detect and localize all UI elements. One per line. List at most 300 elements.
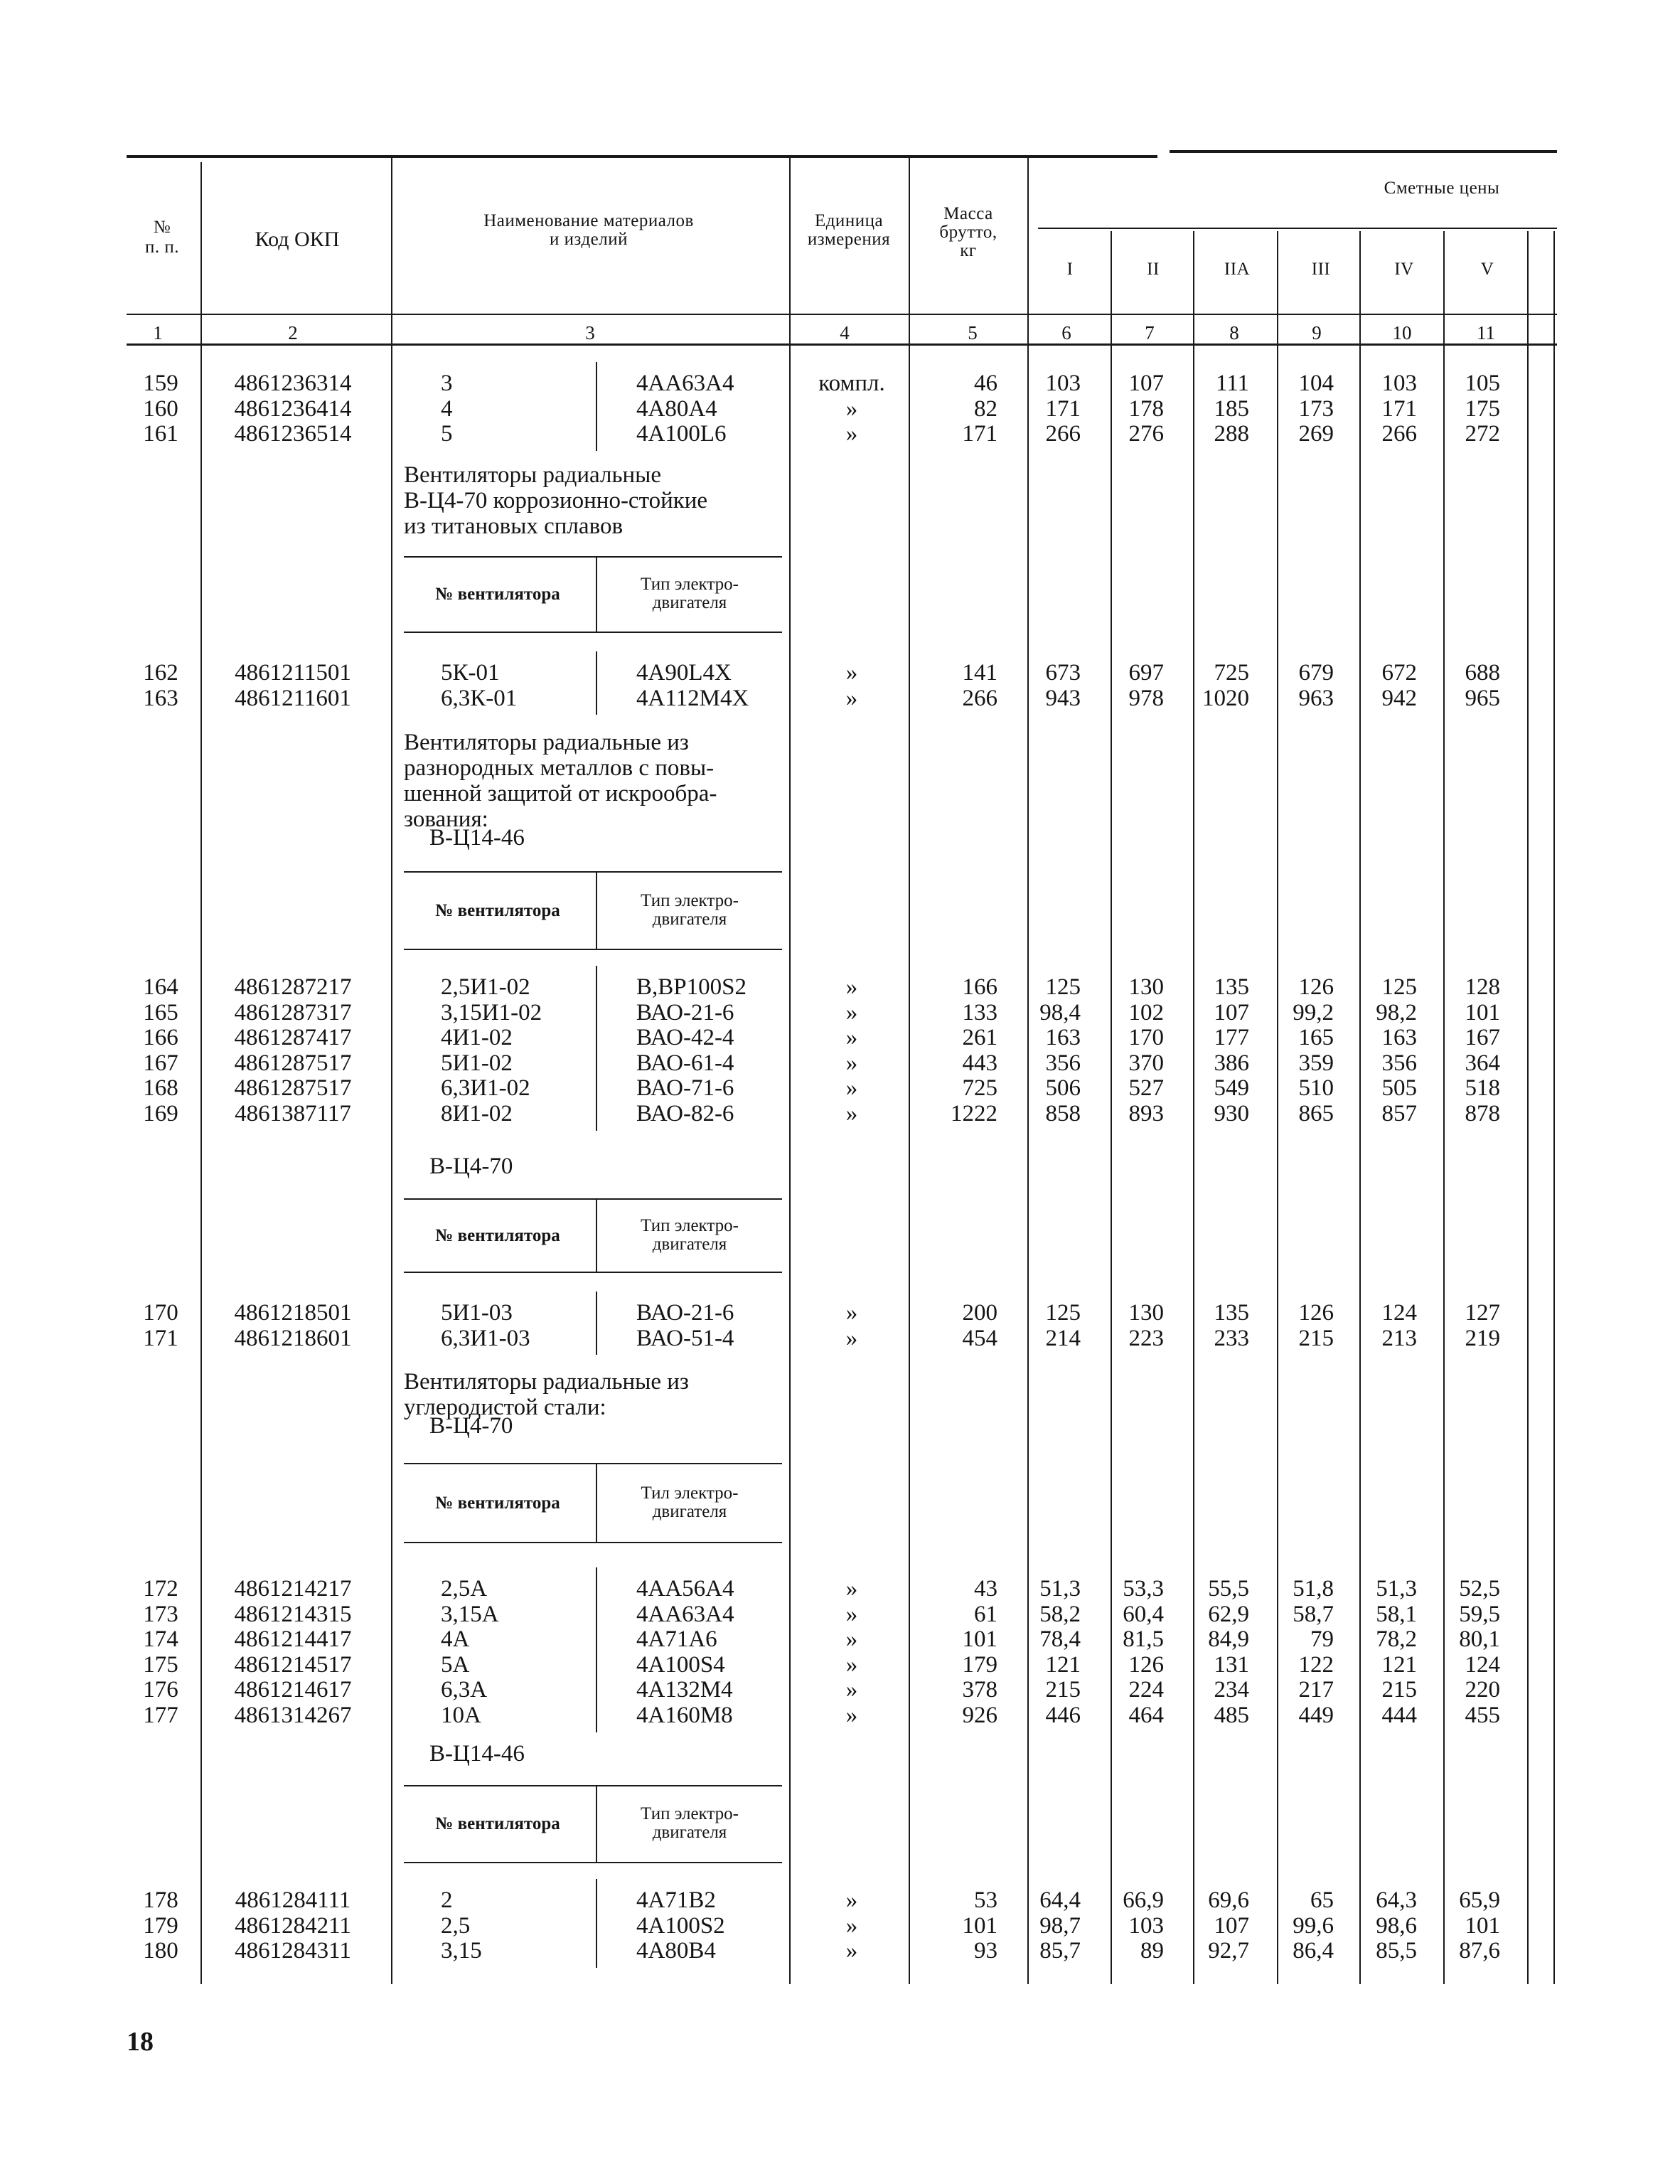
unit-of-measure: » bbox=[845, 1601, 858, 1627]
unit-of-measure: » bbox=[845, 1325, 858, 1351]
column-divider bbox=[200, 162, 202, 1984]
header-price-zone-1: I bbox=[1066, 260, 1074, 279]
subtable-divider bbox=[596, 1785, 597, 1862]
price-zone-4: 126 bbox=[1298, 1300, 1334, 1326]
okp-code: 4861214315 bbox=[234, 1601, 352, 1627]
column-number-5: 5 bbox=[968, 322, 978, 343]
price-zone-6: 105 bbox=[1465, 371, 1500, 396]
price-zone-5: 942 bbox=[1381, 685, 1417, 711]
column-number-10: 10 bbox=[1392, 322, 1412, 343]
price-zone-2: 893 bbox=[1128, 1101, 1164, 1126]
price-zone-4: 65 bbox=[1310, 1887, 1334, 1913]
gross-mass: 101 bbox=[962, 1626, 997, 1653]
price-zone-3: 55,5 bbox=[1208, 1576, 1249, 1602]
subtable-divider bbox=[596, 871, 597, 949]
price-zone-2: 107 bbox=[1128, 371, 1164, 396]
row-number: 173 bbox=[143, 1601, 178, 1627]
okp-code: 4861284311 bbox=[235, 1938, 351, 1964]
price-zone-5: 444 bbox=[1381, 1703, 1417, 1728]
unit-of-measure: » bbox=[845, 660, 858, 686]
fan-number: 5И1-03 bbox=[441, 1300, 513, 1326]
price-zone-2: 370 bbox=[1128, 1050, 1164, 1076]
okp-code: 4861287517 bbox=[234, 1075, 352, 1102]
price-zone-5: 98,6 bbox=[1376, 1912, 1417, 1939]
header-okp-code: Код ОКП bbox=[255, 228, 340, 251]
price-zone-3: 234 bbox=[1214, 1677, 1249, 1703]
fan-number: 6,3А bbox=[441, 1677, 488, 1703]
motor-type: 4А71В2 bbox=[636, 1887, 716, 1913]
price-zone-6: 364 bbox=[1465, 1050, 1500, 1076]
price-zone-2: 170 bbox=[1128, 1025, 1164, 1051]
fan-number: 3,15 bbox=[441, 1938, 482, 1964]
fan-number: 3,15И1-02 bbox=[441, 999, 542, 1026]
column-number-11: 11 bbox=[1477, 322, 1495, 343]
price-zone-2: 697 bbox=[1128, 660, 1164, 686]
price-zone-5: 121 bbox=[1381, 1651, 1417, 1678]
motor-type: 4А100L6 bbox=[636, 421, 727, 447]
price-zone-3: 233 bbox=[1214, 1325, 1249, 1351]
price-zone-2: 81,5 bbox=[1123, 1626, 1164, 1653]
fan-number: 5К-01 bbox=[441, 660, 500, 686]
column-divider bbox=[1193, 231, 1194, 1984]
price-zone-6: 128 bbox=[1465, 974, 1500, 1000]
unit-of-measure: » bbox=[845, 1075, 858, 1102]
price-zone-5: 163 bbox=[1381, 1025, 1417, 1051]
gross-mass: 378 bbox=[962, 1677, 997, 1703]
fan-number: 6,3И1-03 bbox=[441, 1325, 530, 1351]
column-divider bbox=[391, 158, 392, 1984]
price-zone-3: 92,7 bbox=[1208, 1938, 1249, 1964]
column-number-7: 7 bbox=[1145, 322, 1155, 343]
subtable-top-rule bbox=[404, 1463, 782, 1464]
motor-type: 4АА56А4 bbox=[636, 1576, 734, 1602]
motor-type: ВАО-71-6 bbox=[636, 1075, 734, 1102]
price-zone-4: 679 bbox=[1298, 660, 1334, 686]
prices-subheader-rule bbox=[1038, 228, 1557, 229]
price-zone-4: 510 bbox=[1298, 1075, 1334, 1102]
motor-type: 4А80В4 bbox=[636, 1938, 716, 1964]
gross-mass: 61 bbox=[974, 1601, 997, 1627]
price-zone-1: 78,4 bbox=[1039, 1626, 1081, 1653]
gross-mass: 200 bbox=[962, 1300, 997, 1326]
column-divider bbox=[1527, 231, 1529, 1984]
fan-model-label: В-Ц4-70 bbox=[429, 1413, 513, 1439]
unit-of-measure: » bbox=[845, 685, 858, 711]
price-zone-4: 126 bbox=[1298, 974, 1334, 1000]
fan-number: 2,5И1-02 bbox=[441, 974, 530, 1000]
fan-number: 2,5 bbox=[441, 1912, 471, 1939]
subtable-bottom-rule bbox=[404, 1862, 782, 1863]
subheader-fan-number: № вентилятора bbox=[435, 585, 560, 604]
price-zone-3: 288 bbox=[1214, 421, 1249, 447]
unit-of-measure: » bbox=[845, 1651, 858, 1678]
price-zone-2: 464 bbox=[1128, 1703, 1164, 1728]
price-zone-2: 103 bbox=[1128, 1912, 1164, 1939]
price-zone-5: 857 bbox=[1381, 1101, 1417, 1126]
price-zone-1: 103 bbox=[1045, 371, 1081, 396]
price-zone-2: 178 bbox=[1128, 395, 1164, 422]
gross-mass: 454 bbox=[962, 1325, 997, 1351]
price-zone-4: 58,7 bbox=[1293, 1601, 1334, 1627]
fan-number: 5А bbox=[441, 1651, 470, 1678]
row-number: 177 bbox=[143, 1703, 178, 1728]
gross-mass: 141 bbox=[962, 660, 997, 686]
okp-code: 4861287317 bbox=[234, 999, 352, 1026]
price-zone-4: 86,4 bbox=[1293, 1938, 1334, 1964]
fan-number: 4 bbox=[441, 395, 453, 422]
subtable-divider bbox=[596, 1463, 597, 1542]
header-material-name: Наименование материалов и изделий bbox=[483, 211, 694, 249]
column-number-rule bbox=[127, 343, 1557, 346]
motor-type: ВАО-51-4 bbox=[636, 1325, 734, 1351]
motor-type: 4АА63А4 bbox=[636, 371, 734, 396]
column-divider bbox=[1359, 231, 1361, 1984]
row-number: 180 bbox=[143, 1938, 178, 1964]
subtable-bottom-rule bbox=[404, 1542, 782, 1543]
price-zone-2: 276 bbox=[1128, 421, 1164, 447]
column-number-9: 9 bbox=[1312, 322, 1322, 343]
fan-motor-divider bbox=[596, 1291, 597, 1355]
price-zone-6: 52,5 bbox=[1459, 1576, 1500, 1602]
price-zone-1: 121 bbox=[1045, 1651, 1081, 1678]
unit-of-measure: » bbox=[845, 999, 858, 1026]
unit-of-measure: » bbox=[845, 974, 858, 1000]
price-zone-5: 98,2 bbox=[1376, 999, 1417, 1026]
okp-code: 4861218501 bbox=[234, 1300, 352, 1326]
price-zone-6: 219 bbox=[1465, 1325, 1500, 1351]
fan-motor-divider bbox=[596, 651, 597, 715]
okp-code: 4861236514 bbox=[234, 421, 352, 447]
price-zone-1: 446 bbox=[1045, 1703, 1081, 1728]
price-zone-5: 58,1 bbox=[1376, 1601, 1417, 1627]
price-zone-6: 455 bbox=[1465, 1703, 1500, 1728]
unit-of-measure: » bbox=[845, 1576, 858, 1602]
fan-number: 2 bbox=[441, 1887, 453, 1913]
fan-model-label: В-Ц4-70 bbox=[429, 1154, 513, 1179]
price-zone-2: 978 bbox=[1128, 685, 1164, 711]
price-zone-5: 124 bbox=[1381, 1300, 1417, 1326]
column-divider bbox=[909, 158, 910, 1984]
gross-mass: 926 bbox=[962, 1703, 997, 1728]
price-zone-2: 527 bbox=[1128, 1075, 1164, 1102]
okp-code: 4861287217 bbox=[234, 974, 352, 1000]
okp-code: 4861236314 bbox=[234, 371, 352, 396]
price-zone-5: 213 bbox=[1381, 1325, 1417, 1351]
price-zone-1: 58,2 bbox=[1039, 1601, 1081, 1627]
fan-motor-divider bbox=[596, 362, 597, 451]
price-zone-2: 224 bbox=[1128, 1677, 1164, 1703]
price-zone-1: 673 bbox=[1045, 660, 1081, 686]
fan-number: 3 bbox=[441, 371, 453, 396]
price-zone-5: 78,2 bbox=[1376, 1626, 1417, 1653]
fan-number: 4А bbox=[441, 1626, 470, 1653]
row-number: 174 bbox=[143, 1626, 178, 1653]
price-zone-3: 725 bbox=[1214, 660, 1249, 686]
unit-of-measure: » bbox=[845, 1887, 858, 1913]
row-number: 160 bbox=[143, 395, 178, 422]
price-zone-2: 60,4 bbox=[1123, 1601, 1164, 1627]
price-zone-1: 98,4 bbox=[1039, 999, 1081, 1026]
subheader-fan-number: № вентилятора bbox=[435, 1814, 560, 1833]
row-number: 159 bbox=[143, 371, 178, 396]
subtable-top-rule bbox=[404, 556, 782, 558]
price-zone-1: 266 bbox=[1045, 421, 1081, 447]
motor-type: ВАО-21-6 bbox=[636, 1300, 734, 1326]
unit-of-measure: » bbox=[845, 421, 858, 447]
motor-type: 4А112М4Х bbox=[636, 685, 749, 711]
price-zone-4: 79 bbox=[1310, 1626, 1334, 1653]
price-zone-6: 965 bbox=[1465, 685, 1500, 711]
price-zone-3: 107 bbox=[1214, 1912, 1249, 1939]
price-zone-6: 80,1 bbox=[1459, 1626, 1500, 1653]
okp-code: 4861287517 bbox=[234, 1050, 352, 1076]
fan-number: 8И1-02 bbox=[441, 1101, 513, 1126]
price-zone-6: 688 bbox=[1465, 660, 1500, 686]
motor-type: 4АА63А4 bbox=[636, 1601, 734, 1627]
price-zone-2: 223 bbox=[1128, 1325, 1164, 1351]
unit-of-measure: » bbox=[845, 395, 858, 422]
subtable-bottom-rule bbox=[404, 632, 782, 633]
fan-number: 3,15А bbox=[441, 1601, 499, 1627]
subheader-motor-type: Тип электро- двигателя bbox=[641, 1804, 739, 1842]
row-number: 161 bbox=[143, 421, 178, 447]
subheader-fan-number: № вентилятора bbox=[435, 1493, 560, 1513]
gross-mass: 443 bbox=[962, 1050, 997, 1076]
motor-type: ВАО-61-4 bbox=[636, 1050, 734, 1076]
unit-of-measure: » bbox=[845, 1025, 858, 1051]
subtable-bottom-rule bbox=[404, 949, 782, 950]
price-zone-6: 175 bbox=[1465, 395, 1500, 422]
price-zone-6: 124 bbox=[1465, 1651, 1500, 1678]
okp-code: 4861314267 bbox=[234, 1703, 352, 1728]
gross-mass: 261 bbox=[962, 1025, 997, 1051]
unit-of-measure: » bbox=[845, 1912, 858, 1939]
price-zone-5: 505 bbox=[1381, 1075, 1417, 1102]
column-divider bbox=[1553, 231, 1555, 1984]
price-zone-2: 130 bbox=[1128, 974, 1164, 1000]
subheader-motor-type: Тип электро- двигателя bbox=[641, 1215, 739, 1254]
subtable-bottom-rule bbox=[404, 1272, 782, 1273]
price-zone-3: 135 bbox=[1214, 974, 1249, 1000]
price-zone-3: 69,6 bbox=[1208, 1887, 1249, 1913]
motor-type: 4А100S4 bbox=[636, 1651, 725, 1678]
row-number: 172 bbox=[143, 1576, 178, 1602]
unit-of-measure: » bbox=[845, 1677, 858, 1703]
price-zone-4: 99,6 bbox=[1293, 1912, 1334, 1939]
fan-model-label: В-Ц14-46 bbox=[429, 1741, 525, 1767]
price-zone-1: 125 bbox=[1045, 974, 1081, 1000]
fan-number: 6,3И1-02 bbox=[441, 1075, 530, 1102]
section-title: Вентиляторы радиальные из углеродистой стали: bbox=[404, 1369, 689, 1420]
price-zone-1: 85,7 bbox=[1039, 1938, 1081, 1964]
price-zone-5: 356 bbox=[1381, 1050, 1417, 1076]
price-zone-1: 171 bbox=[1045, 395, 1081, 422]
price-zone-2: 102 bbox=[1128, 999, 1164, 1026]
column-divider bbox=[1277, 231, 1278, 1984]
okp-code: 4861214417 bbox=[234, 1626, 352, 1653]
subheader-motor-type: Тип электро- двигателя bbox=[641, 890, 739, 929]
fan-model-label: В-Ц14-46 bbox=[429, 825, 525, 851]
header-price-zone-3: IIА bbox=[1224, 260, 1251, 279]
column-number-1: 1 bbox=[153, 322, 163, 343]
gross-mass: 1222 bbox=[951, 1101, 997, 1126]
row-number: 171 bbox=[143, 1325, 178, 1351]
price-zone-1: 51,3 bbox=[1039, 1576, 1081, 1602]
price-zone-4: 215 bbox=[1298, 1325, 1334, 1351]
row-number: 167 bbox=[143, 1050, 178, 1076]
price-zone-1: 215 bbox=[1045, 1677, 1081, 1703]
okp-code: 4861236414 bbox=[234, 395, 352, 422]
gross-mass: 93 bbox=[974, 1938, 997, 1964]
subtable-top-rule bbox=[404, 1785, 782, 1786]
column-number-6: 6 bbox=[1061, 322, 1071, 343]
price-zone-5: 215 bbox=[1381, 1677, 1417, 1703]
column-number-4: 4 bbox=[840, 322, 850, 343]
okp-code: 4861211501 bbox=[235, 660, 351, 686]
row-number: 166 bbox=[143, 1025, 178, 1051]
column-divider bbox=[1443, 231, 1445, 1984]
gross-mass: 725 bbox=[962, 1075, 997, 1102]
unit-of-measure: компл. bbox=[818, 371, 885, 396]
price-zone-5: 51,3 bbox=[1376, 1576, 1417, 1602]
price-zone-6: 65,9 bbox=[1459, 1887, 1500, 1913]
okp-code: 4861387117 bbox=[235, 1101, 351, 1126]
header-price-zone-4: III bbox=[1311, 260, 1331, 279]
table-top-rule bbox=[127, 155, 1157, 158]
price-zone-3: 111 bbox=[1215, 371, 1249, 396]
price-zone-4: 269 bbox=[1298, 421, 1334, 447]
price-zone-3: 1020 bbox=[1202, 685, 1249, 711]
fan-number: 5 bbox=[441, 421, 453, 447]
header-rule bbox=[127, 314, 1557, 315]
price-zone-4: 217 bbox=[1298, 1677, 1334, 1703]
subtable-top-rule bbox=[404, 1198, 782, 1200]
fan-motor-divider bbox=[596, 1567, 597, 1732]
price-zone-1: 98,7 bbox=[1039, 1912, 1081, 1939]
price-zone-4: 173 bbox=[1298, 395, 1334, 422]
okp-code: 4861211601 bbox=[235, 685, 351, 711]
price-zone-6: 220 bbox=[1465, 1677, 1500, 1703]
okp-code: 4861284211 bbox=[235, 1912, 351, 1939]
column-number-3: 3 bbox=[585, 322, 595, 343]
fan-motor-divider bbox=[596, 966, 597, 1131]
unit-of-measure: » bbox=[845, 1300, 858, 1326]
subheader-fan-number: № вентилятора bbox=[435, 900, 560, 920]
price-zone-5: 125 bbox=[1381, 974, 1417, 1000]
price-zone-5: 64,3 bbox=[1376, 1887, 1417, 1913]
row-number: 176 bbox=[143, 1677, 178, 1703]
price-zone-1: 163 bbox=[1045, 1025, 1081, 1051]
fan-motor-divider bbox=[596, 1879, 597, 1968]
price-zone-6: 518 bbox=[1465, 1075, 1500, 1102]
row-number: 163 bbox=[143, 685, 178, 711]
price-zone-6: 127 bbox=[1465, 1300, 1500, 1326]
motor-type: ВАО-21-6 bbox=[636, 999, 734, 1026]
row-number: 175 bbox=[143, 1651, 178, 1678]
motor-type: 4А90L4Х bbox=[636, 660, 732, 686]
price-zone-4: 449 bbox=[1298, 1703, 1334, 1728]
motor-type: ВАО-42-4 bbox=[636, 1025, 734, 1051]
price-zone-2: 89 bbox=[1140, 1938, 1164, 1964]
price-zone-4: 963 bbox=[1298, 685, 1334, 711]
price-zone-1: 64,4 bbox=[1039, 1887, 1081, 1913]
section-title: Вентиляторы радиальные из разнородных металлов с повы- шенной защитой от искрообра- зования: bbox=[404, 730, 717, 832]
column-divider bbox=[1027, 158, 1029, 1984]
price-zone-6: 272 bbox=[1465, 421, 1500, 447]
motor-type: 4А71А6 bbox=[636, 1626, 717, 1653]
okp-code: 4861214217 bbox=[234, 1576, 352, 1602]
motor-type: В,ВР100S2 bbox=[636, 974, 747, 1000]
gross-mass: 166 bbox=[962, 974, 997, 1000]
price-zone-5: 672 bbox=[1381, 660, 1417, 686]
price-zone-5: 85,5 bbox=[1376, 1938, 1417, 1964]
price-zone-6: 878 bbox=[1465, 1101, 1500, 1126]
price-zone-3: 131 bbox=[1214, 1651, 1249, 1678]
price-zone-5: 266 bbox=[1381, 421, 1417, 447]
price-zone-3: 485 bbox=[1214, 1703, 1249, 1728]
row-number: 165 bbox=[143, 999, 178, 1026]
fan-number: 10А bbox=[441, 1703, 481, 1728]
row-number: 168 bbox=[143, 1075, 178, 1102]
motor-type: 4А160М8 bbox=[636, 1703, 733, 1728]
price-zone-3: 135 bbox=[1214, 1300, 1249, 1326]
price-zone-4: 865 bbox=[1298, 1101, 1334, 1126]
price-zone-4: 104 bbox=[1298, 371, 1334, 396]
okp-code: 4861214517 bbox=[234, 1651, 352, 1678]
column-number-8: 8 bbox=[1229, 322, 1239, 343]
fan-number: 4И1-02 bbox=[441, 1025, 513, 1051]
okp-code: 4861287417 bbox=[234, 1025, 352, 1051]
gross-mass: 133 bbox=[962, 999, 997, 1026]
price-zone-2: 130 bbox=[1128, 1300, 1164, 1326]
gross-mass: 43 bbox=[974, 1576, 997, 1602]
subtable-divider bbox=[596, 1198, 597, 1272]
price-zone-3: 549 bbox=[1214, 1075, 1249, 1102]
motor-type: ВАО-82-6 bbox=[636, 1101, 734, 1126]
price-zone-5: 103 bbox=[1381, 371, 1417, 396]
fan-number: 5И1-02 bbox=[441, 1050, 513, 1076]
unit-of-measure: » bbox=[845, 1626, 858, 1653]
price-zone-4: 122 bbox=[1298, 1651, 1334, 1678]
price-zone-3: 107 bbox=[1214, 999, 1249, 1026]
price-zone-4: 51,8 bbox=[1293, 1576, 1334, 1602]
header-unit: Единица измерения bbox=[807, 211, 891, 249]
price-zone-3: 185 bbox=[1214, 395, 1249, 422]
price-zone-1: 356 bbox=[1045, 1050, 1081, 1076]
subheader-motor-type: Тил электро- двигателя bbox=[641, 1483, 739, 1521]
okp-code: 4861214617 bbox=[234, 1677, 352, 1703]
header-price-zone-6: V bbox=[1480, 260, 1494, 279]
gross-mass: 82 bbox=[974, 395, 997, 422]
price-zone-2: 126 bbox=[1128, 1651, 1164, 1678]
subtable-divider bbox=[596, 556, 597, 632]
fan-number: 2,5А bbox=[441, 1576, 488, 1602]
row-number: 169 bbox=[143, 1101, 178, 1126]
price-zone-6: 59,5 bbox=[1459, 1601, 1500, 1627]
price-zone-1: 858 bbox=[1045, 1101, 1081, 1126]
price-zone-6: 87,6 bbox=[1459, 1938, 1500, 1964]
table-top-rule bbox=[1170, 150, 1557, 153]
price-zone-5: 171 bbox=[1381, 395, 1417, 422]
price-zone-4: 359 bbox=[1298, 1050, 1334, 1076]
okp-code: 4861284111 bbox=[235, 1887, 351, 1913]
price-zone-1: 506 bbox=[1045, 1075, 1081, 1102]
subheader-fan-number: № вентилятора bbox=[435, 1225, 560, 1245]
motor-type: 4А80А4 bbox=[636, 395, 717, 422]
price-zone-2: 66,9 bbox=[1123, 1887, 1164, 1913]
page-number: 18 bbox=[127, 2027, 154, 2057]
unit-of-measure: » bbox=[845, 1101, 858, 1126]
